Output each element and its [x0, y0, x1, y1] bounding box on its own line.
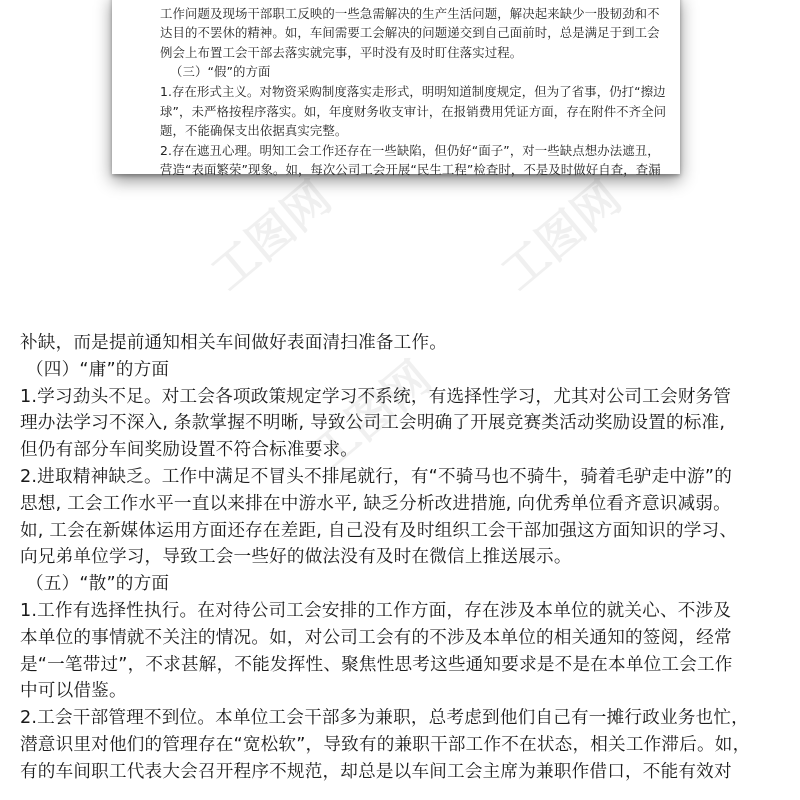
document-body — [20, 330, 790, 786]
body-line: 本单位的事情就不关注的情况。如，对公司工会有的不涉及本单位的相关通知的签阅，经常 — [20, 627, 732, 648]
body-line: 2.进取精神缺乏。工作中满足不冒头不排尾就行，有“不骑马也不骑牛，骑着毛驴走中游”的 — [20, 466, 732, 487]
preview-section-heading: （三）“假”的方面 — [170, 64, 271, 80]
body-line: 如, 工会在新媒体运用方面还存在差距, 自己没有及时组织工会干部加强这方面知识的学习、 — [20, 520, 738, 541]
body-line: 2.工会干部管理不到位。本单位工会干部多为兼职，总考虑到他们自己有一摊行政业务也忙， — [20, 708, 749, 729]
preview-line: 2.存在遮丑心理。明知工会工作还存在一些缺陷，但仍好“面子”，对一些缺点想办法遮丑， — [160, 142, 660, 158]
preview-line: 题，不能确保支出依据真实完整。 — [160, 123, 348, 139]
preview-line: 营造“表面繁荣”现象。如，每次公司工会开展“民生工程”检查时，不是及时做好自查，查漏 — [160, 162, 661, 178]
body-line: 理办法学习不深入, 条款掌握不明晰, 导致公司工会明确了开展竞赛类活动奖励设置的标准, — [20, 413, 726, 434]
preview-line: 球”，未严格按程序落实。如，年度财务收支审计，在报销费用凭证方面，存在附件不齐全问 — [160, 103, 667, 119]
preview-area — [0, 0, 800, 300]
body-line: 思想, 工会工作水平一直以来排在中游水平, 缺乏分析改进措施, 向优秀单位看齐意识减弱。 — [20, 493, 731, 514]
body-line: 中可以借鉴。 — [20, 681, 127, 702]
body-line: 补缺，而是提前通知相关车间做好表面清扫准备工作。 — [20, 333, 448, 353]
section-heading: （五）“散”的方面 — [26, 574, 170, 595]
preview-line: 1.存在形式主义。对物资采购制度落实走形式，明明知道制度规定，但为了省事，仍打“擦边 — [160, 83, 666, 99]
body-line: 有的车间职工代表大会召开程序不规范，却总是以车间工会主席为兼职作借口，不能有效对 — [20, 761, 732, 782]
body-line: 是“一笔带过”，不求甚解，不能发挥性、聚焦性思考这些通知要求是不是在本单位工会工作 — [20, 654, 733, 675]
document-preview-page — [112, 0, 680, 178]
preview-line: 工作问题及现场干部职工反映的一些急需解决的生产生活问题，解决起来缺少一股韧劲和不 — [160, 5, 660, 21]
body-line: 但仍有部分车间奖励设置不符合标准要求。 — [20, 440, 359, 461]
watermark: 工图网 — [300, 350, 442, 481]
body-line: 1.工作有选择性执行。在对待公司工会安排的工作方面，存在涉及本单位的就关心、不涉及 — [20, 600, 732, 621]
body-line: 潜意识里对他们的管理存在“宽松软”，导致有的兼职干部工作不在状态，相关工作滞后。如， — [20, 734, 751, 755]
section-heading: （四）“庸”的方面 — [26, 359, 170, 380]
preview-line: 例会上布置工会干部去落实就完事，平时没有及时盯住落实过程。 — [160, 44, 523, 60]
body-line: 1.学习劲头不足。对工会各项政策规定学习不系统，有选择性学习，尤其对公司工会财务管 — [20, 386, 732, 407]
body-line: 向兄弟单位学习，导致工会一些好的做法没有及时在微信上推送展示。 — [20, 547, 572, 568]
preview-line: 达目的不罢休的精神。如，车间需要工会解决的问题递交到自己面前时，总是满足于到工会 — [160, 25, 660, 41]
